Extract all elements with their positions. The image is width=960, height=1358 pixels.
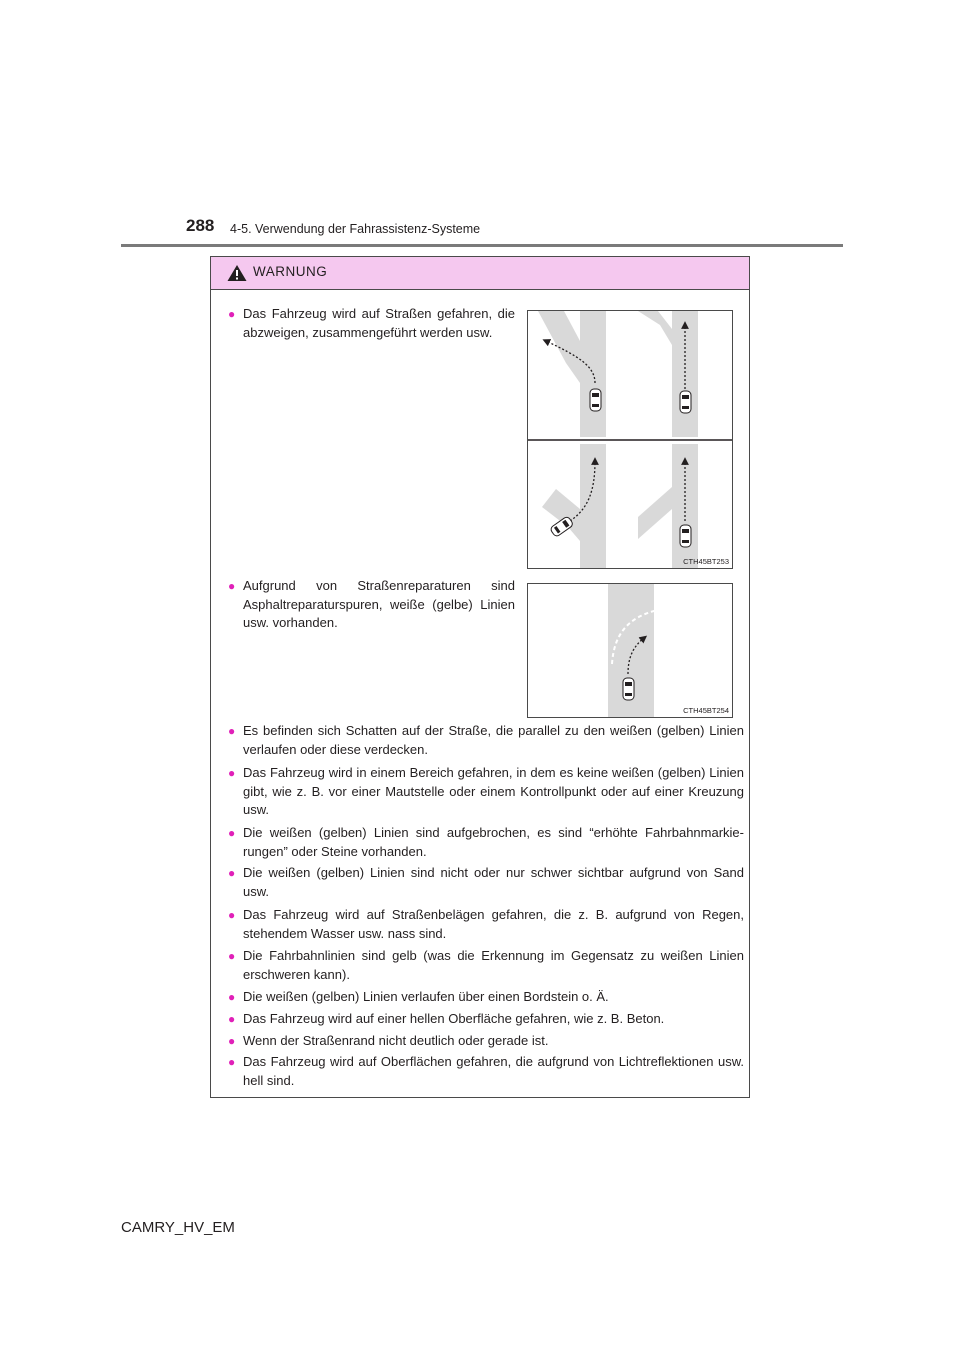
- model-code: CAMRY_HV_EM: [121, 1219, 235, 1236]
- warning-box: [210, 256, 750, 1098]
- warning-item: [228, 988, 744, 1007]
- bullet-icon: ●: [228, 307, 236, 321]
- bullet-icon: ●: [228, 866, 236, 880]
- warning-item: [228, 1010, 744, 1029]
- header-rule: [121, 244, 843, 247]
- warning-item: [228, 577, 515, 633]
- warning-item-text: Die Fahrbahnlinien sind gelb (was die Erkennung im Gegensatz zu weißen Linien erschweren kann).: [243, 948, 744, 982]
- warning-item-text: Das Fahrzeug wird auf Oberflächen gefahren, die aufgrund von Lichtreflektionen usw. hell sind.: [243, 1054, 744, 1088]
- section-title: 4-5. Verwendung der Fahrassistenz-Systeme: [230, 222, 481, 236]
- figure-road-branching: [527, 310, 733, 569]
- warning-item: [228, 1053, 744, 1090]
- warning-item-text: Die weißen (gelben) Linien verlaufen über einen Bordstein o. Ä.: [243, 989, 609, 1004]
- car-icon: [680, 391, 691, 413]
- car-icon: [680, 525, 691, 547]
- bullet-icon: ●: [228, 1034, 236, 1048]
- warning-item: [228, 824, 744, 861]
- warning-item: [228, 1032, 744, 1051]
- bullet-icon: ●: [228, 949, 236, 963]
- warning-item-text: Aufgrund von Straßenreparaturen sind Asphaltreparaturspuren, weiße (gelbe) Linien usw. vorhanden.: [243, 578, 515, 630]
- bullet-icon: ●: [228, 1055, 236, 1069]
- warning-item-text: Das Fahrzeug wird auf Straßen gefahren, die abzweigen, zusammengeführt werden usw.: [243, 306, 515, 340]
- warning-item: [228, 906, 744, 943]
- warning-item-text: Wenn der Straßenrand nicht deutlich oder gerade ist.: [243, 1033, 549, 1048]
- bullet-icon: ●: [228, 1012, 236, 1026]
- warning-item: [228, 305, 515, 342]
- bullet-icon: ●: [228, 579, 236, 593]
- warning-item-text: Das Fahrzeug wird auf Straßenbelägen gefahren, die z. B. aufgrund von Regen, stehendem Wasser usw. nass sind.: [243, 907, 744, 941]
- car-icon: [590, 389, 601, 411]
- figure-code: CTH45BT253: [683, 557, 729, 566]
- warning-item-text: Die weißen (gelben) Linien sind aufgebrochen, es sind “erhöhte Fahrbahnmarkie-rungen” oder Steine vorhanden.: [243, 825, 744, 859]
- road-branching-diagram: [528, 311, 732, 568]
- page-number: 288: [186, 216, 215, 235]
- car-icon: [623, 678, 634, 700]
- bullet-icon: ●: [228, 724, 236, 738]
- warning-item: [228, 864, 744, 901]
- warning-header: [211, 257, 749, 290]
- figure-code: CTH45BT254: [683, 706, 729, 715]
- warning-triangle-icon: [227, 264, 247, 282]
- bullet-icon: ●: [228, 826, 236, 840]
- bullet-icon: ●: [228, 766, 236, 780]
- road-repair-diagram: [528, 584, 732, 717]
- figure-road-repair-lines: [527, 583, 733, 718]
- warning-item: [228, 764, 744, 820]
- warning-item-text: Die weißen (gelben) Linien sind nicht oder nur schwer sichtbar aufgrund von Sand usw.: [243, 865, 744, 899]
- warning-item: [228, 947, 744, 984]
- warning-item: [228, 722, 744, 759]
- warning-item-text: Das Fahrzeug wird in einem Bereich gefahren, in dem es keine weißen (gelben) Linien gibt, wie z. B. vor einer Mautstelle oder einem Kontrollpunkt oder auf einer Kreuzung usw.: [243, 765, 744, 817]
- warning-title: WARNUNG: [253, 264, 328, 279]
- warning-item-text: Das Fahrzeug wird auf einer hellen Oberfläche gefahren, wie z. B. Beton.: [243, 1011, 665, 1026]
- warning-item-text: Es befinden sich Schatten auf der Straße, die parallel zu den weißen (gelben) Linien verlaufen oder diese verdecken.: [243, 723, 744, 757]
- bullet-icon: ●: [228, 908, 236, 922]
- bullet-icon: ●: [228, 990, 236, 1004]
